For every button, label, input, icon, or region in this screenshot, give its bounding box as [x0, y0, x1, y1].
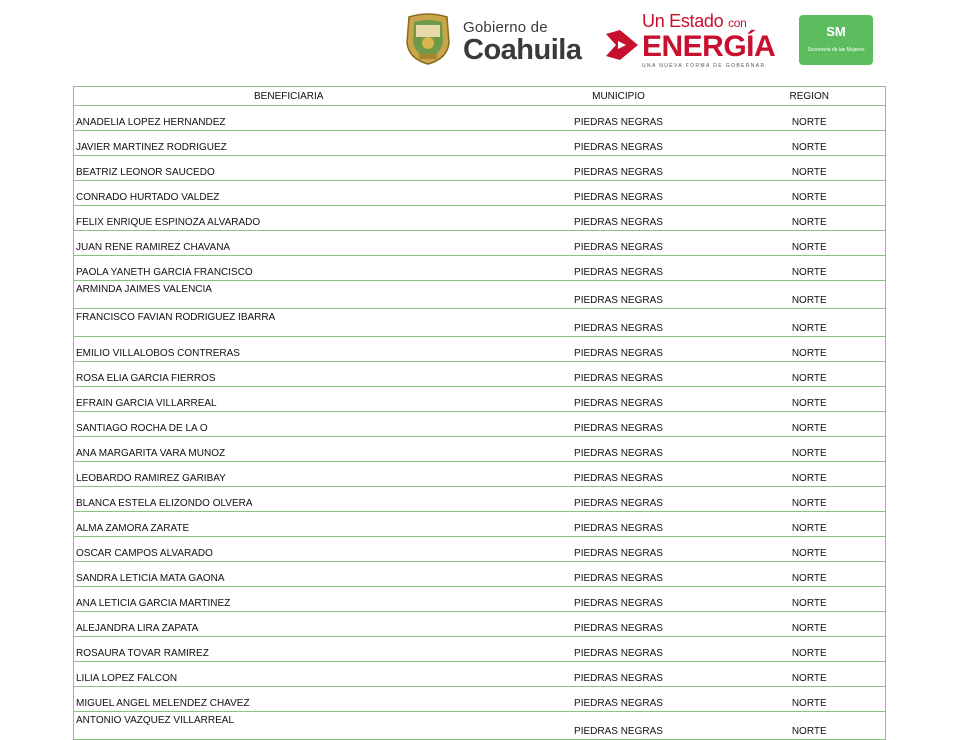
table-row	[74, 612, 886, 637]
municipio-cell: PIEDRAS NEGRAS	[504, 256, 734, 281]
region-cell: NORTE	[734, 281, 886, 309]
table-row	[74, 712, 886, 740]
region-cell: NORTE	[734, 387, 886, 412]
energia-tagline: UNA NUEVA FORMA DE GOBERNAR	[642, 63, 766, 69]
region-cell: NORTE	[734, 687, 886, 712]
table-row	[74, 412, 886, 437]
region-cell: NORTE	[734, 181, 886, 206]
beneficiaria-cell: LILIA LOPEZ FALCON	[74, 662, 504, 687]
municipio-cell: PIEDRAS NEGRAS	[504, 181, 734, 206]
region-cell: NORTE	[734, 231, 886, 256]
table-body	[74, 106, 886, 740]
table-row	[74, 537, 886, 562]
region-cell: NORTE	[734, 437, 886, 462]
table-row	[74, 637, 886, 662]
estado-energia-logo	[642, 12, 775, 70]
beneficiaria-cell: ANA MARGARITA VARA MUNOZ	[74, 437, 504, 462]
energia-con: con	[728, 16, 747, 30]
table-row	[74, 256, 886, 281]
table-row	[74, 231, 886, 256]
municipio-cell: PIEDRAS NEGRAS	[504, 487, 734, 512]
region-cell: NORTE	[734, 712, 886, 740]
municipio-cell: PIEDRAS NEGRAS	[504, 337, 734, 362]
header-logos	[0, 0, 960, 80]
table-row	[74, 662, 886, 687]
beneficiaria-cell: PAOLA YANETH GARCIA FRANCISCO	[74, 256, 504, 281]
region-cell: NORTE	[734, 412, 886, 437]
region-cell: NORTE	[734, 206, 886, 231]
table-row	[74, 687, 886, 712]
beneficiaria-cell: ALEJANDRA LIRA ZAPATA	[74, 612, 504, 637]
secretaria-mujeres-logo	[799, 15, 873, 65]
table-row	[74, 512, 886, 537]
municipio-cell: PIEDRAS NEGRAS	[504, 512, 734, 537]
column-header-region: REGION	[734, 87, 886, 106]
region-cell: NORTE	[734, 337, 886, 362]
beneficiaria-cell: ANA LETICIA GARCIA MARTINEZ	[74, 587, 504, 612]
beneficiaria-cell: ANTONIO VAZQUEZ VILLARREAL	[74, 712, 504, 740]
table-row	[74, 362, 886, 387]
table-header-row	[74, 87, 886, 106]
table-row	[74, 281, 886, 309]
column-header-municipio: MUNICIPIO	[504, 87, 734, 106]
municipio-cell: PIEDRAS NEGRAS	[504, 156, 734, 181]
region-cell: NORTE	[734, 587, 886, 612]
column-header-beneficiaria: BENEFICIARIA	[74, 87, 504, 106]
region-cell: NORTE	[734, 309, 886, 337]
region-cell: NORTE	[734, 106, 886, 131]
region-cell: NORTE	[734, 637, 886, 662]
coahuila-wordmark: Coahuila	[463, 34, 582, 66]
table-row	[74, 181, 886, 206]
table-row	[74, 156, 886, 181]
beneficiaria-cell: ROSA ELIA GARCIA FIERROS	[74, 362, 504, 387]
municipio-cell: PIEDRAS NEGRAS	[504, 437, 734, 462]
municipio-cell: PIEDRAS NEGRAS	[504, 281, 734, 309]
beneficiaria-cell: ANADELIA LOPEZ HERNANDEZ	[74, 106, 504, 131]
beneficiaria-cell: MIGUEL ANGEL MELENDEZ CHAVEZ	[74, 687, 504, 712]
gobierno-de-label: Gobierno de	[463, 19, 548, 36]
region-cell: NORTE	[734, 612, 886, 637]
region-cell: NORTE	[734, 362, 886, 387]
region-cell: NORTE	[734, 462, 886, 487]
municipio-cell: PIEDRAS NEGRAS	[504, 562, 734, 587]
table-row	[74, 309, 886, 337]
beneficiaria-cell: BEATRIZ LEONOR SAUCEDO	[74, 156, 504, 181]
municipio-cell: PIEDRAS NEGRAS	[504, 537, 734, 562]
energia-arrow-icon	[604, 28, 640, 62]
region-cell: NORTE	[734, 131, 886, 156]
table-row	[74, 387, 886, 412]
beneficiaria-cell: CONRADO HURTADO VALDEZ	[74, 181, 504, 206]
region-cell: NORTE	[734, 562, 886, 587]
region-cell: NORTE	[734, 487, 886, 512]
municipio-cell: PIEDRAS NEGRAS	[504, 662, 734, 687]
beneficiaria-cell: FELIX ENRIQUE ESPINOZA ALVARADO	[74, 206, 504, 231]
municipio-cell: PIEDRAS NEGRAS	[504, 362, 734, 387]
municipio-cell: PIEDRAS NEGRAS	[504, 309, 734, 337]
table-row	[74, 562, 886, 587]
beneficiaria-cell: SANTIAGO ROCHA DE LA O	[74, 412, 504, 437]
table-row	[74, 337, 886, 362]
table-row	[74, 106, 886, 131]
municipio-cell: PIEDRAS NEGRAS	[504, 712, 734, 740]
municipio-cell: PIEDRAS NEGRAS	[504, 612, 734, 637]
region-cell: NORTE	[734, 662, 886, 687]
sm-title: SM	[826, 24, 846, 39]
beneficiaries-table	[73, 86, 886, 740]
municipio-cell: PIEDRAS NEGRAS	[504, 412, 734, 437]
beneficiaria-cell: ALMA ZAMORA ZARATE	[74, 512, 504, 537]
municipio-cell: PIEDRAS NEGRAS	[504, 687, 734, 712]
municipio-cell: PIEDRAS NEGRAS	[504, 637, 734, 662]
region-cell: NORTE	[734, 156, 886, 181]
table-row	[74, 487, 886, 512]
table-row	[74, 587, 886, 612]
sm-subtitle: Secretaría de las Mujeres	[807, 47, 865, 53]
beneficiaria-cell: BLANCA ESTELA ELIZONDO OLVERA	[74, 487, 504, 512]
beneficiaria-cell: EMILIO VILLALOBOS CONTRERAS	[74, 337, 504, 362]
region-cell: NORTE	[734, 537, 886, 562]
region-cell: NORTE	[734, 512, 886, 537]
beneficiaria-cell: ARMINDA JAIMES VALENCIA	[74, 281, 504, 309]
municipio-cell: PIEDRAS NEGRAS	[504, 231, 734, 256]
beneficiaria-cell: OSCAR CAMPOS ALVARADO	[74, 537, 504, 562]
region-cell: NORTE	[734, 256, 886, 281]
energia-line1: Un Estado	[642, 11, 724, 31]
table-row	[74, 206, 886, 231]
municipio-cell: PIEDRAS NEGRAS	[504, 131, 734, 156]
table-row	[74, 131, 886, 156]
beneficiaria-cell: LEOBARDO RAMIREZ GARIBAY	[74, 462, 504, 487]
municipio-cell: PIEDRAS NEGRAS	[504, 462, 734, 487]
beneficiaria-cell: SANDRA LETICIA MATA GAONA	[74, 562, 504, 587]
municipio-cell: PIEDRAS NEGRAS	[504, 106, 734, 131]
gobierno-coahuila-logo	[463, 20, 581, 65]
energia-wordmark: ENERGÍA	[642, 30, 776, 63]
beneficiaria-cell: EFRAIN GARCIA VILLARREAL	[74, 387, 504, 412]
beneficiaria-cell: FRANCISCO FAVIAN RODRIGUEZ IBARRA	[74, 309, 504, 337]
coahuila-seal-icon	[403, 13, 453, 65]
table-row	[74, 437, 886, 462]
municipio-cell: PIEDRAS NEGRAS	[504, 387, 734, 412]
municipio-cell: PIEDRAS NEGRAS	[504, 587, 734, 612]
municipio-cell: PIEDRAS NEGRAS	[504, 206, 734, 231]
table-row	[74, 462, 886, 487]
beneficiaria-cell: JAVIER MARTINEZ RODRIGUEZ	[74, 131, 504, 156]
beneficiaria-cell: ROSAURA TOVAR RAMIREZ	[74, 637, 504, 662]
beneficiaria-cell: JUAN RENE RAMIREZ CHAVANA	[74, 231, 504, 256]
